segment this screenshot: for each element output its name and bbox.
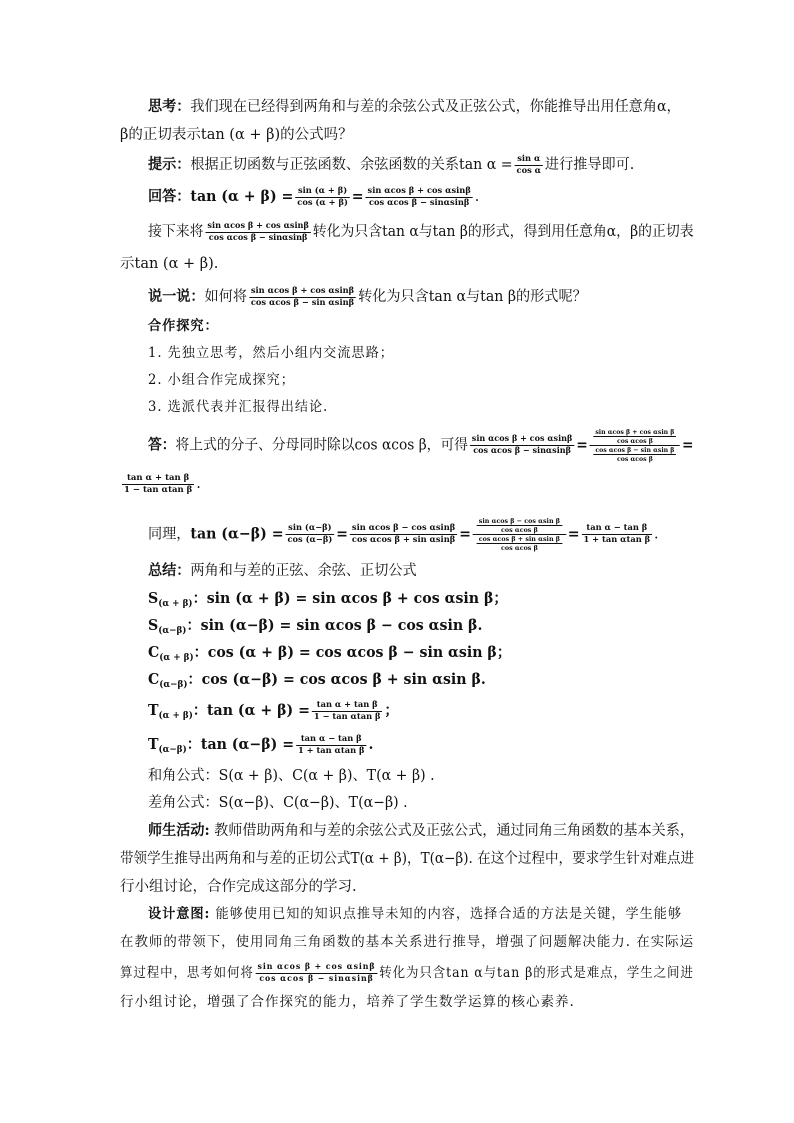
answer2-frac1 bbox=[470, 434, 574, 457]
answer1-frac1 bbox=[295, 186, 349, 209]
answer1-label: 回答： bbox=[148, 188, 191, 205]
summary-label: 总结： bbox=[148, 562, 191, 579]
frac-den: 1 − tan αtan β bbox=[313, 711, 381, 722]
frac-den: 1 − tan αtan β bbox=[124, 484, 193, 495]
frac-num: cos αcos β + sin αsin β bbox=[478, 535, 560, 543]
hint-frac-den: cos α bbox=[516, 165, 542, 176]
frac-num: cos αcos β − sin αsin β bbox=[595, 446, 675, 454]
formula-sub: (α−β) bbox=[158, 626, 187, 636]
equals-sign: = bbox=[682, 436, 694, 454]
activity-text: 教师借助两角和与差的余弦公式及正弦公式，通过同角三角函数的基本关系， bbox=[209, 823, 694, 839]
formula-name: C bbox=[148, 644, 160, 661]
hint-text: 根据正切函数与正弦函数、余弦函数的关系tan α = bbox=[190, 157, 513, 173]
frac-den: cos αcos β − sinαsinβ bbox=[473, 446, 571, 456]
next-before: 接下来将 bbox=[148, 224, 204, 240]
activity-label: 师生活动: bbox=[148, 822, 210, 839]
period: . bbox=[474, 189, 480, 205]
frac-num: tan α − tan β bbox=[582, 523, 652, 535]
complex-num bbox=[590, 428, 680, 446]
answer2-result-frac bbox=[122, 473, 194, 496]
formula-name: S bbox=[148, 590, 159, 607]
next-line2: 示tan (α + β). bbox=[120, 256, 219, 272]
say-after: 转化为只含tan α与tan β的形式呢？ bbox=[358, 289, 587, 305]
inner-frac bbox=[593, 428, 676, 445]
answer2-line bbox=[148, 428, 694, 463]
likewise-frac1 bbox=[286, 523, 335, 546]
summary-text: 两角和与差的正弦、余弦、正切公式 bbox=[190, 563, 417, 579]
likewise-lhs: tan (α−β) = bbox=[190, 525, 284, 543]
equals-sign: = bbox=[459, 525, 471, 543]
equals-sign: = bbox=[336, 525, 349, 543]
say-label: 说一说： bbox=[148, 288, 205, 305]
frac-den: cos αcos β bbox=[616, 437, 653, 445]
frac-num: tan α + tan β bbox=[312, 700, 382, 712]
frac-den: cos αcos β bbox=[616, 455, 653, 463]
summary-line bbox=[148, 557, 694, 585]
formula-sub: (α + β) bbox=[158, 711, 193, 721]
design-text: 能够使用已知的知识点推导未知的内容，选择合适的方法是关键，学生能够 bbox=[210, 906, 683, 922]
equals-sign: = bbox=[567, 525, 580, 543]
frac-den: 1 + tan αtan β bbox=[297, 745, 365, 756]
next-after: 转化为只含tan α与tan β的形式，得到用任意角α，β的正切表 bbox=[312, 224, 694, 240]
design-after: 转化为只含tan α与tan β的形式是难点，学生之间进 bbox=[379, 965, 694, 981]
complex-den bbox=[590, 446, 680, 463]
answer2-result bbox=[120, 470, 680, 498]
period: . bbox=[654, 526, 659, 543]
formula-sub: (α + β) bbox=[159, 653, 194, 663]
frac-den: 1 + tan αtan β bbox=[583, 535, 651, 545]
formula-name: C bbox=[148, 671, 160, 688]
answer2-text: 将上式的分子、分母同时除以cos αcos β，可得 bbox=[175, 437, 468, 454]
coop-item-2: 2. 小组合作完成探究； bbox=[148, 372, 295, 388]
frac-den: cos αcos β − sin αsinβ bbox=[250, 297, 355, 308]
say-line bbox=[148, 283, 694, 311]
frac-den: cos αcos β − sinαsinβ bbox=[259, 974, 374, 984]
say-before: 如何将 bbox=[204, 289, 247, 305]
activity-line3: 行小组讨论，合作完成这部分的学习. bbox=[120, 879, 357, 895]
coop-label bbox=[148, 312, 694, 340]
formula-body: ：sin (α−β) = sin αcos β − cos αsin β. bbox=[186, 617, 483, 634]
frac-den: cos (α + β) bbox=[297, 197, 348, 208]
coop-item-3: 3. 选派代表并汇报得出结论. bbox=[148, 399, 329, 415]
inner-frac bbox=[593, 446, 676, 463]
inner-frac bbox=[477, 535, 562, 552]
design-before: 算过程中，思考如何将 bbox=[120, 965, 254, 981]
hint-fraction bbox=[515, 154, 543, 177]
frac-den: cos αcos β + sin αsinβ bbox=[351, 535, 456, 545]
frac-den: cos αcos β bbox=[500, 526, 538, 534]
design-line3 bbox=[120, 959, 694, 987]
next-line1 bbox=[148, 218, 694, 246]
frac-den: cos αcos β bbox=[500, 544, 538, 552]
activity-line2: 带领学生推导出两角和与差的正切公式T(α + β)，T(α−β). 在这个过程中，要求学生针对难点进 bbox=[120, 851, 695, 867]
likewise-label: 同理， bbox=[148, 526, 191, 543]
answer1-lhs: tan (α + β) = bbox=[190, 188, 294, 205]
equals-sign: = bbox=[576, 436, 588, 454]
hint-after: 进行推导即可. bbox=[544, 157, 635, 173]
frac-num: sin (α + β) bbox=[295, 186, 349, 198]
likewise-complex-frac bbox=[473, 517, 566, 552]
formula-sub: (α−β) bbox=[159, 680, 188, 690]
next-fraction bbox=[205, 221, 310, 244]
hint-line bbox=[148, 151, 694, 179]
think-line1 bbox=[148, 93, 694, 121]
frac-num: sin αcos β − cos αsin β bbox=[478, 517, 560, 525]
think-label: 思考： bbox=[148, 98, 191, 115]
hint-frac-num: sin α bbox=[515, 154, 543, 166]
diff-formulas-line: 差角公式：S(α−β)、C(α−β)、T(α−β) . bbox=[148, 795, 408, 811]
period: . bbox=[368, 736, 374, 753]
formula-sub: (α−β) bbox=[158, 745, 187, 755]
formula-body: ：sin (α + β) = sin αcos β + cos αsin β； bbox=[192, 590, 508, 607]
semicolon: ； bbox=[384, 702, 399, 719]
frac-den: cos αcos β − sinαsinβ bbox=[368, 197, 470, 208]
formula-frac bbox=[312, 700, 382, 723]
formula-t-plus bbox=[148, 697, 694, 730]
frac-num: sin αcos β + cos αsinβ bbox=[367, 185, 471, 196]
design-line1 bbox=[148, 900, 694, 928]
frac-num: tan α + tan β bbox=[122, 473, 194, 485]
likewise-line bbox=[148, 517, 694, 552]
answer1-line bbox=[148, 183, 694, 211]
formula-t-minus bbox=[148, 731, 694, 764]
activity-line1 bbox=[148, 817, 693, 845]
formula-lhs: ：tan (α−β) = bbox=[186, 736, 295, 753]
likewise-frac2 bbox=[350, 523, 457, 546]
complex-num bbox=[473, 517, 566, 535]
design-line2: 在教师的带领下，使用同角三角函数的基本关系进行推导，增强了问题解决能力. 在实际运 bbox=[120, 934, 695, 950]
frac-den: cos (α−β) bbox=[287, 535, 333, 545]
design-line4: 行小组讨论，增强了合作探究的能力，培养了学生数学运算的核心素养. bbox=[120, 994, 575, 1010]
think-line2: β的正切表示tan (α + β)的公式吗？ bbox=[120, 127, 353, 143]
complex-den bbox=[473, 535, 566, 552]
formula-name: T bbox=[148, 702, 159, 719]
formula-sub: (α + β) bbox=[158, 599, 193, 609]
formula-name: T bbox=[148, 736, 159, 753]
frac-num: sin αcos β + cos αsinβ bbox=[207, 220, 309, 231]
formula-frac bbox=[296, 734, 366, 757]
say-fraction bbox=[249, 286, 356, 309]
coop-item-1: 1. 先独立思考，然后小组内交流思路； bbox=[148, 345, 394, 361]
design-fraction bbox=[256, 962, 378, 985]
frac-num: sin αcos β + cos αsin β bbox=[595, 428, 675, 436]
hint-label: 提示： bbox=[148, 156, 191, 173]
period: . bbox=[196, 476, 201, 492]
frac-num: tan α − tan β bbox=[296, 734, 366, 746]
think-text: 我们现在已经得到两角和与差的余弦公式及正弦公式，你能推导出用任意角α， bbox=[190, 99, 681, 115]
equals-sign: = bbox=[351, 188, 364, 205]
answer1-frac2 bbox=[366, 186, 473, 209]
frac-num: sin αcos β + cos αsinβ bbox=[250, 285, 355, 296]
formula-body: ：cos (α−β) = cos αcos β + sin αsin β. bbox=[187, 671, 486, 688]
likewise-result-frac bbox=[582, 523, 652, 546]
frac-num: sin αcos β + cos αsinβ bbox=[257, 962, 376, 972]
formula-c-minus bbox=[148, 666, 694, 699]
frac-num: sin (α−β) bbox=[286, 523, 335, 535]
inner-frac bbox=[477, 517, 562, 534]
sum-formulas-line: 和角公式：S(α + β)、C(α + β)、T(α + β) . bbox=[148, 768, 435, 784]
frac-num: sin αcos β + cos αsinβ bbox=[471, 434, 573, 444]
formula-lhs: ：tan (α + β) = bbox=[192, 702, 311, 719]
frac-num: sin αcos β − cos αsinβ bbox=[351, 523, 456, 533]
formula-body: ：cos (α + β) = cos αcos β − sin αsin β； bbox=[193, 644, 511, 661]
answer2-label: 答： bbox=[148, 436, 176, 454]
design-label: 设计意图: bbox=[148, 906, 211, 922]
formula-name: S bbox=[148, 617, 159, 634]
frac-den: cos αcos β − sinαsinβ bbox=[208, 232, 308, 243]
answer2-complex-frac bbox=[590, 428, 680, 463]
coop-label-text: 合作探究： bbox=[148, 318, 219, 334]
